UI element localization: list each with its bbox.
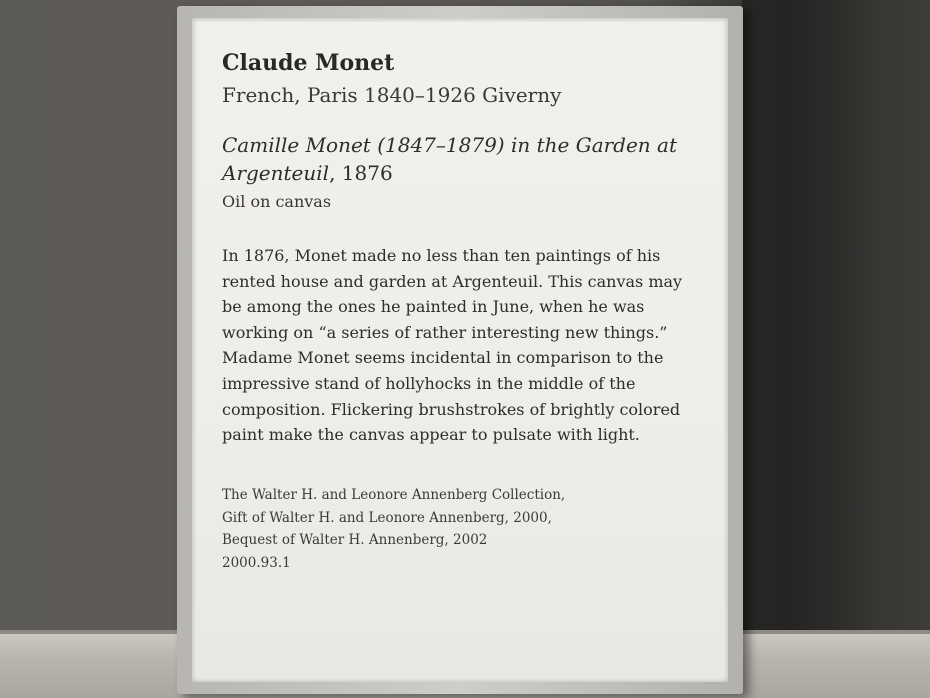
artist-nationality: French, Paris 1840–1926 Giverny: [222, 83, 562, 107]
description-line: rented house and garden at Argenteuil. This canvas may: [222, 271, 683, 291]
artist-name: Claude Monet: [222, 50, 395, 76]
artwork-description: [222, 243, 682, 448]
description-line: In 1876, Monet made no less than ten paintings of his: [222, 246, 661, 265]
artwork-title: [222, 131, 677, 187]
description-line: paint make the canvas appear to pulsate with light.: [222, 425, 640, 445]
artwork-title-date: , 1876: [329, 161, 393, 185]
description-line: be among the ones he painted in June, when he was: [222, 297, 645, 317]
wall-shadow: [742, 0, 882, 635]
credit-line: [222, 484, 565, 574]
artwork-title-line1: Camille Monet (1847–1879) in the Garden at: [222, 133, 678, 157]
description-line: composition. Flickering brushstrokes of brightly colored: [222, 399, 681, 419]
credit-line-text: Gift of Walter H. and Leonore Annenberg, 2000,: [222, 509, 552, 526]
credit-line-text: Bequest of Walter H. Annenberg, 2002: [222, 532, 488, 548]
description-line: working on “a series of rather interesting new things.”: [222, 322, 668, 342]
credit-line-text: The Walter H. and Leonore Annenberg Collection,: [222, 487, 566, 503]
accession-number: 2000.93.1: [222, 554, 291, 571]
description-line: impressive stand of hollyhocks in the middle of the: [222, 373, 636, 393]
artwork-title-italic-part: Argenteuil: [222, 161, 330, 185]
description-line: Madame Monet seems incidental in comparison to the: [222, 348, 664, 368]
artwork-medium: Oil on canvas: [222, 192, 332, 211]
artwork-title-line2: [222, 159, 677, 187]
